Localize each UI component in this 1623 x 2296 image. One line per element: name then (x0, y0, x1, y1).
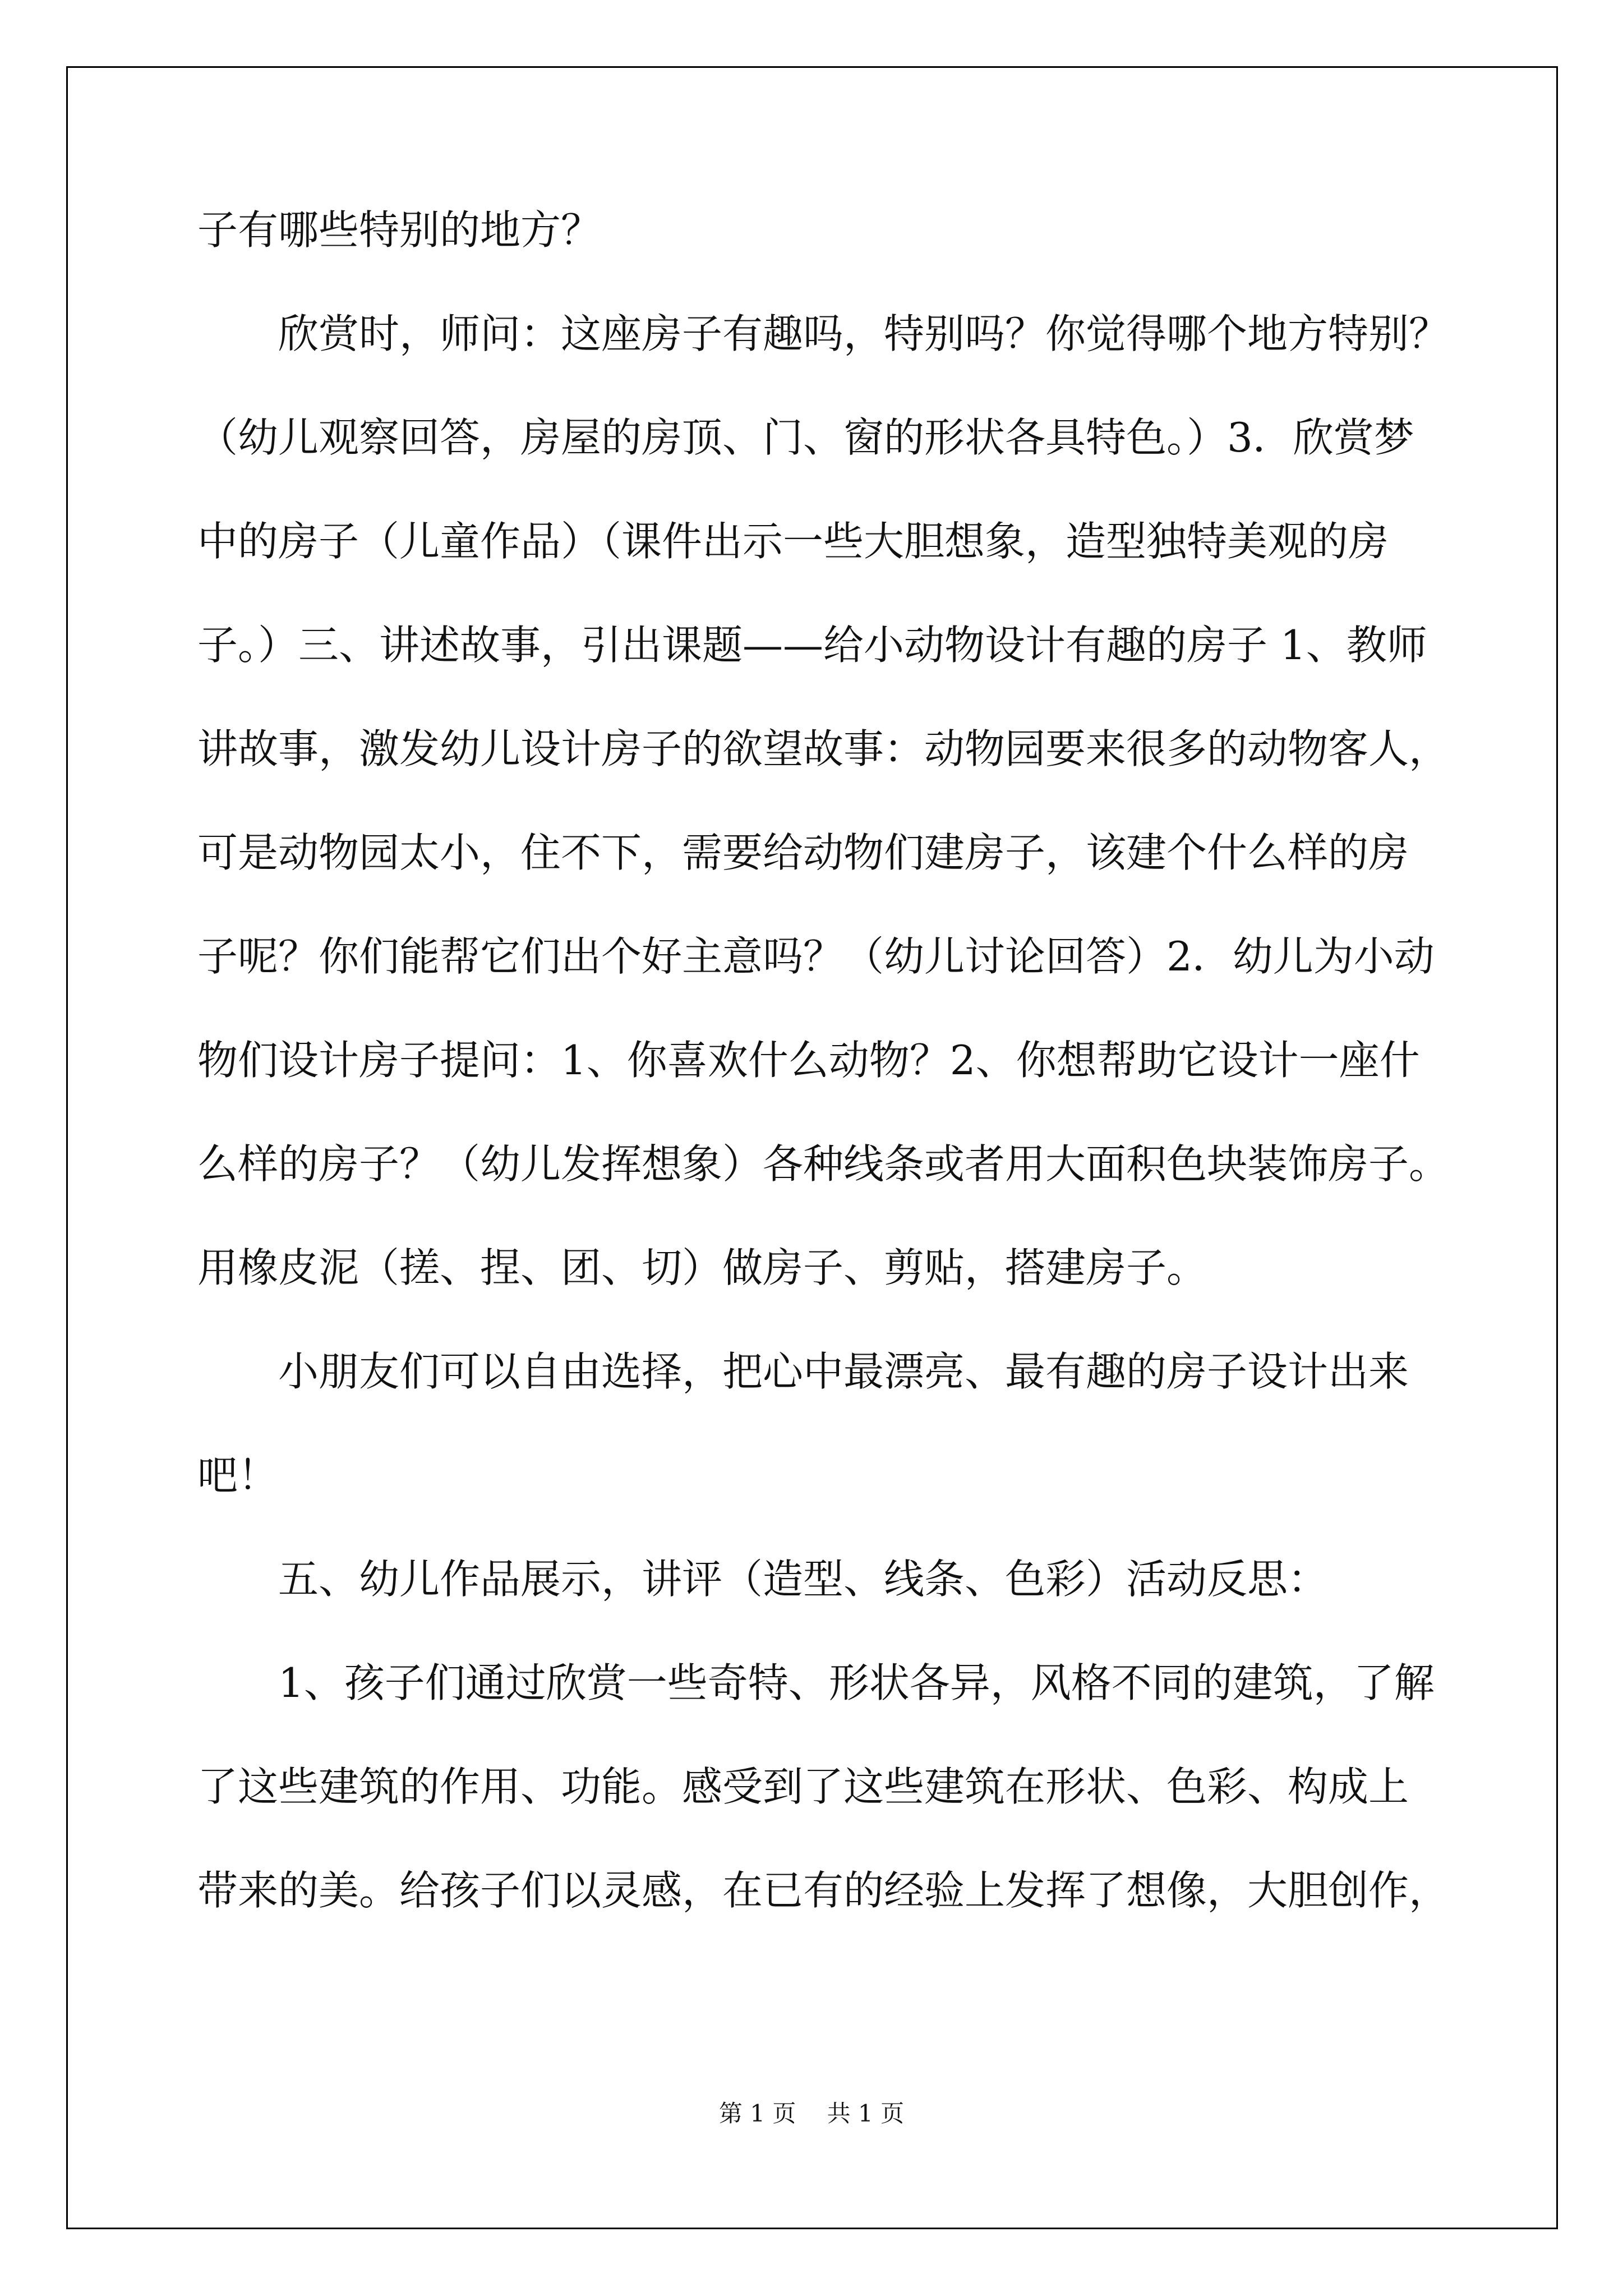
text-line: （幼儿观察回答，房屋的房顶、门、窗的形状各具特色。）3．欣赏梦 (197, 414, 1414, 461)
text-line: 可是动物园太小，住不下，需要给动物们建房子，该建个什么样的房 (197, 829, 1409, 876)
text-line: 用橡皮泥（搓、捏、团、切）做房子、剪贴，搭建房子。 (197, 1244, 1207, 1291)
text-line: 中的房子（儿童作品）（课件出示一些大胆想象，造型独特美观的房 (197, 518, 1389, 565)
text-line: 讲故事，激发幼儿设计房子的欲望故事：动物园要来很多的动物客人， (197, 725, 1450, 772)
text-line: 了这些建筑的作用、功能。感受到了这些建筑在形状、色彩、构成上 (197, 1763, 1409, 1810)
text-line: 么样的房子？（幼儿发挥想象）各种线条或者用大面积色块装饰房子。 (197, 1140, 1450, 1188)
text-line: 子呢？你们能帮它们出个好主意吗？（幼儿讨论回答）2．幼儿为小动 (197, 933, 1435, 980)
text-line: 五、幼儿作品展示，讲评（造型、线条、色彩）活动反思： (197, 1556, 1329, 1603)
text-line: 吧！ (197, 1452, 279, 1499)
page-footer (0, 2095, 1623, 2129)
text-line: 物们设计房子提问：1、你喜欢什么动物？2、你想帮助它设计一座什 (197, 1037, 1420, 1084)
text-line: 1、孩子们通过欣赏一些奇特、形状各异，风格不同的建筑，了解 (197, 1659, 1435, 1706)
text-line: 子。）三、讲述故事，引出课题——给小动物设计有趣的房子 1、教师 (197, 622, 1427, 669)
page-number-label: 第 1 页 共 1 页 (718, 2100, 905, 2127)
text-line: 欣赏时，师问：这座房子有趣吗，特别吗？你觉得哪个地方特别？ (197, 310, 1450, 357)
text-line: 子有哪些特别的地方？ (197, 206, 602, 254)
text-line: 带来的美。给孩子们以灵感，在已有的经验上发挥了想像，大胆创作， (197, 1867, 1450, 1914)
text-line: 小朋友们可以自由选择，把心中最漂亮、最有趣的房子设计出来 (197, 1348, 1409, 1395)
